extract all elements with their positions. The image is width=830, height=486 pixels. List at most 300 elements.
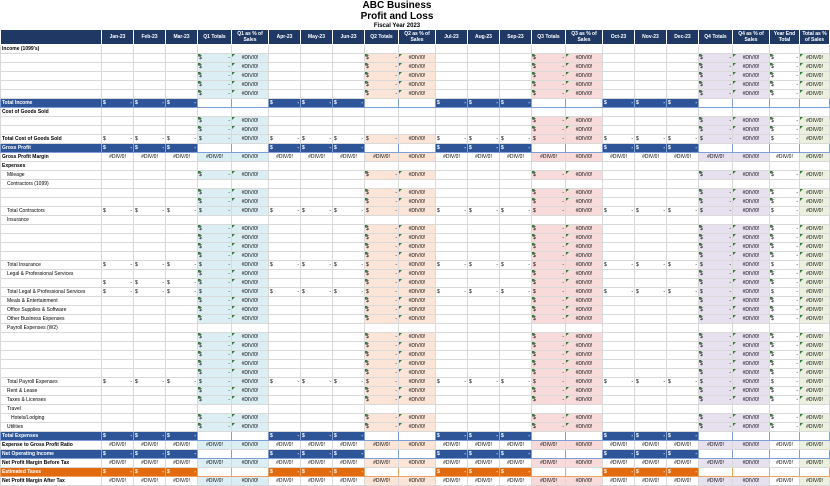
cell[interactable]: $ - [270, 379, 299, 385]
cell[interactable]: $ - [533, 136, 564, 142]
cell[interactable] [232, 108, 269, 117]
cell[interactable] [500, 126, 532, 135]
cell[interactable]: $ - [199, 235, 230, 241]
cell[interactable]: #DIV/0! [566, 477, 603, 486]
cell[interactable] [102, 405, 134, 414]
cell[interactable]: $ - [771, 136, 798, 142]
cell[interactable] [166, 405, 198, 414]
cell[interactable] [134, 234, 166, 243]
cell[interactable] [166, 333, 198, 342]
cell[interactable] [102, 243, 134, 252]
cell[interactable]: #DIV/0! [733, 234, 770, 243]
cell[interactable]: $ - [103, 469, 132, 475]
cell[interactable] [333, 108, 365, 117]
cell[interactable]: #DIV/0! [399, 477, 436, 486]
cell[interactable]: #DIV/0! [566, 81, 603, 90]
cell[interactable]: $ - [469, 289, 498, 295]
cell[interactable] [301, 423, 333, 432]
cell[interactable] [333, 270, 365, 279]
cell[interactable] [667, 63, 699, 72]
cell[interactable] [532, 216, 566, 225]
cell[interactable] [667, 324, 699, 333]
cell[interactable] [468, 405, 500, 414]
cell[interactable] [635, 423, 667, 432]
cell[interactable]: $ - [366, 307, 397, 313]
cell[interactable]: $ - [334, 379, 363, 385]
cell[interactable]: #DIV/0! [301, 441, 333, 450]
cell[interactable] [500, 198, 532, 207]
cell[interactable]: #DIV/0! [566, 387, 603, 396]
cell[interactable]: $ - [366, 55, 397, 61]
cell[interactable] [301, 45, 333, 54]
cell[interactable] [269, 333, 301, 342]
cell[interactable] [500, 63, 532, 72]
row-label[interactable]: Taxes & Licenses [1, 396, 102, 405]
cell[interactable]: $ - [135, 280, 164, 286]
cell[interactable] [500, 171, 532, 180]
cell[interactable] [603, 162, 635, 171]
cell[interactable] [269, 351, 301, 360]
cell[interactable] [102, 360, 134, 369]
cell[interactable]: $ - [700, 271, 731, 277]
cell[interactable]: $ - [700, 289, 731, 295]
cell[interactable] [301, 252, 333, 261]
cell[interactable]: #DIV/0! [800, 90, 830, 99]
cell[interactable]: #DIV/0! [232, 396, 269, 405]
cell[interactable] [134, 180, 166, 189]
cell[interactable] [635, 81, 667, 90]
cell[interactable] [500, 270, 532, 279]
cell[interactable]: $ - [199, 82, 230, 88]
cell[interactable] [468, 333, 500, 342]
cell[interactable]: $ - [501, 379, 530, 385]
cell[interactable] [436, 162, 468, 171]
cell[interactable] [134, 90, 166, 99]
cell[interactable] [667, 333, 699, 342]
cell[interactable] [468, 180, 500, 189]
cell[interactable] [800, 162, 830, 171]
cell[interactable] [667, 351, 699, 360]
cell[interactable] [166, 171, 198, 180]
cell[interactable]: #DIV/0! [800, 297, 830, 306]
cell[interactable]: #DIV/0! [500, 459, 532, 468]
cell[interactable] [733, 108, 770, 117]
cell[interactable]: $ - [700, 379, 731, 385]
cell[interactable]: #DIV/0! [232, 288, 269, 297]
cell[interactable] [500, 180, 532, 189]
cell[interactable]: #DIV/0! [733, 459, 770, 468]
cell[interactable]: $ - [533, 55, 564, 61]
row-label[interactable]: Office Supplies & Software [1, 306, 102, 315]
cell[interactable]: $ - [771, 55, 798, 61]
cell[interactable]: #DIV/0! [733, 99, 770, 108]
cell[interactable]: #DIV/0! [399, 234, 436, 243]
cell[interactable] [166, 297, 198, 306]
cell[interactable] [232, 162, 269, 171]
cell[interactable] [603, 360, 635, 369]
cell[interactable]: $ - [334, 136, 363, 142]
cell[interactable]: $ - [103, 433, 132, 439]
cell[interactable] [166, 252, 198, 261]
cell[interactable] [269, 63, 301, 72]
cell[interactable] [436, 189, 468, 198]
row-label[interactable]: Travel [1, 405, 102, 414]
cell[interactable]: $ - [366, 73, 397, 79]
cell[interactable] [134, 333, 166, 342]
cell[interactable]: $ - [771, 235, 798, 241]
cell[interactable]: #DIV/0! [198, 153, 232, 162]
cell[interactable] [500, 279, 532, 288]
cell[interactable]: #DIV/0! [800, 153, 830, 162]
cell[interactable]: $ - [437, 451, 466, 457]
cell[interactable]: $ - [604, 379, 633, 385]
cell[interactable]: $ - [270, 262, 299, 268]
cell[interactable] [166, 216, 198, 225]
cell[interactable] [269, 342, 301, 351]
cell[interactable]: #DIV/0! [800, 315, 830, 324]
cell[interactable]: $ - [199, 118, 230, 124]
cell[interactable] [102, 126, 134, 135]
cell[interactable] [333, 306, 365, 315]
cell[interactable]: $ - [103, 451, 132, 457]
row-label[interactable] [1, 279, 102, 288]
cell[interactable]: $ - [700, 118, 731, 124]
row-label[interactable] [1, 54, 102, 63]
cell[interactable]: #DIV/0! [232, 459, 269, 468]
cell[interactable]: #DIV/0! [733, 90, 770, 99]
cell[interactable] [134, 270, 166, 279]
cell[interactable]: #DIV/0! [733, 468, 770, 477]
cell[interactable] [603, 81, 635, 90]
cell[interactable]: #DIV/0! [733, 387, 770, 396]
cell[interactable]: #DIV/0! [232, 450, 269, 459]
cell[interactable] [333, 63, 365, 72]
cell[interactable]: $ - [533, 271, 564, 277]
cell[interactable]: #DIV/0! [232, 333, 269, 342]
cell[interactable] [134, 216, 166, 225]
cell[interactable]: $ - [533, 415, 564, 421]
cell[interactable]: #DIV/0! [566, 315, 603, 324]
cell[interactable] [333, 315, 365, 324]
cell[interactable]: $ - [334, 469, 363, 475]
cell[interactable] [500, 387, 532, 396]
cell[interactable] [468, 225, 500, 234]
cell[interactable]: #DIV/0! [232, 243, 269, 252]
cell[interactable] [667, 234, 699, 243]
cell[interactable]: $ - [533, 424, 564, 430]
cell[interactable]: #DIV/0! [301, 153, 333, 162]
cell[interactable]: #DIV/0! [733, 144, 770, 153]
cell[interactable]: $ - [366, 271, 397, 277]
cell[interactable]: #DIV/0! [134, 153, 166, 162]
cell[interactable]: #DIV/0! [399, 144, 436, 153]
cell[interactable]: #DIV/0! [399, 387, 436, 396]
cell[interactable]: $ - [199, 469, 230, 475]
cell[interactable]: #DIV/0! [232, 351, 269, 360]
cell[interactable] [500, 360, 532, 369]
row-label[interactable]: Total Payroll Expenses [1, 378, 102, 387]
cell[interactable]: $ - [167, 100, 196, 106]
cell[interactable] [102, 72, 134, 81]
cell[interactable] [102, 387, 134, 396]
cell[interactable] [399, 108, 436, 117]
row-label[interactable]: Gross Profit [1, 144, 102, 153]
cell[interactable]: #DIV/0! [566, 288, 603, 297]
column-header[interactable]: Apr-23 [269, 30, 301, 45]
cell[interactable]: #DIV/0! [800, 252, 830, 261]
column-header[interactable]: Feb-23 [134, 30, 166, 45]
cell[interactable] [166, 243, 198, 252]
cell[interactable] [667, 252, 699, 261]
cell[interactable]: $ - [334, 289, 363, 295]
cell[interactable]: #DIV/0! [800, 117, 830, 126]
cell[interactable]: $ - [437, 136, 466, 142]
cell[interactable]: #DIV/0! [800, 225, 830, 234]
cell[interactable]: $ - [700, 91, 731, 97]
cell[interactable] [166, 387, 198, 396]
cell[interactable]: #DIV/0! [436, 153, 468, 162]
cell[interactable]: #DIV/0! [399, 441, 436, 450]
cell[interactable] [635, 162, 667, 171]
cell[interactable]: $ - [533, 370, 564, 376]
cell[interactable] [603, 63, 635, 72]
cell[interactable] [269, 90, 301, 99]
cell[interactable]: $ - [135, 433, 164, 439]
cell[interactable]: $ - [334, 100, 363, 106]
cell[interactable]: #DIV/0! [232, 207, 269, 216]
cell[interactable]: $ - [700, 73, 731, 79]
row-label[interactable]: Cost of Goods Sold [1, 108, 102, 117]
cell[interactable] [566, 108, 603, 117]
cell[interactable]: #DIV/0! [800, 351, 830, 360]
cell[interactable] [436, 252, 468, 261]
cell[interactable]: $ - [199, 172, 230, 178]
cell[interactable]: $ - [771, 469, 798, 475]
cell[interactable]: $ - [366, 100, 397, 106]
cell[interactable] [269, 243, 301, 252]
cell[interactable] [566, 216, 603, 225]
row-label[interactable]: Total Contractors [1, 207, 102, 216]
cell[interactable] [333, 189, 365, 198]
row-label[interactable]: Total Cost of Goods Sold [1, 135, 102, 144]
cell[interactable]: $ - [771, 208, 798, 214]
cell[interactable] [468, 45, 500, 54]
cell[interactable]: $ - [199, 334, 230, 340]
cell[interactable] [232, 45, 269, 54]
cell[interactable] [102, 252, 134, 261]
cell[interactable]: $ - [771, 334, 798, 340]
cell[interactable]: #DIV/0! [733, 252, 770, 261]
cell[interactable]: #DIV/0! [399, 450, 436, 459]
row-label[interactable] [1, 63, 102, 72]
cell[interactable] [667, 414, 699, 423]
cell[interactable]: $ - [366, 190, 397, 196]
cell[interactable]: $ - [771, 316, 798, 322]
cell[interactable] [134, 126, 166, 135]
cell[interactable] [468, 315, 500, 324]
cell[interactable]: #DIV/0! [232, 342, 269, 351]
cell[interactable] [365, 180, 399, 189]
row-label[interactable]: Mileage [1, 171, 102, 180]
cell[interactable] [635, 333, 667, 342]
cell[interactable] [102, 225, 134, 234]
cell[interactable] [699, 216, 733, 225]
cell[interactable]: #DIV/0! [733, 315, 770, 324]
cell[interactable]: #DIV/0! [399, 360, 436, 369]
cell[interactable]: #DIV/0! [770, 441, 800, 450]
cell[interactable] [102, 54, 134, 63]
cell[interactable] [399, 216, 436, 225]
cell[interactable]: $ - [366, 199, 397, 205]
cell[interactable]: #DIV/0! [699, 477, 733, 486]
cell[interactable] [269, 369, 301, 378]
cell[interactable]: $ - [437, 379, 466, 385]
cell[interactable]: $ - [135, 451, 164, 457]
cell[interactable]: #DIV/0! [436, 477, 468, 486]
cell[interactable]: #DIV/0! [733, 360, 770, 369]
cell[interactable] [301, 189, 333, 198]
cell[interactable] [269, 315, 301, 324]
cell[interactable] [635, 396, 667, 405]
cell[interactable]: $ - [167, 469, 196, 475]
cell[interactable] [134, 243, 166, 252]
cell[interactable]: #DIV/0! [399, 423, 436, 432]
cell[interactable]: $ - [533, 235, 564, 241]
cell[interactable] [667, 117, 699, 126]
cell[interactable]: $ - [771, 127, 798, 133]
cell[interactable] [733, 405, 770, 414]
cell[interactable]: $ - [366, 172, 397, 178]
cell[interactable]: #DIV/0! [399, 81, 436, 90]
row-label[interactable]: Meals & Entertainment [1, 297, 102, 306]
cell[interactable]: $ - [533, 145, 564, 151]
cell[interactable] [500, 405, 532, 414]
cell[interactable]: $ - [103, 208, 132, 214]
cell[interactable]: $ - [103, 145, 132, 151]
cell[interactable] [500, 396, 532, 405]
cell[interactable]: $ - [533, 64, 564, 70]
cell[interactable] [102, 63, 134, 72]
cell[interactable] [635, 297, 667, 306]
cell[interactable] [102, 234, 134, 243]
cell[interactable]: $ - [700, 190, 731, 196]
cell[interactable]: #DIV/0! [232, 81, 269, 90]
cell[interactable] [102, 423, 134, 432]
cell[interactable]: #DIV/0! [232, 189, 269, 198]
cell[interactable] [436, 414, 468, 423]
cell[interactable] [635, 225, 667, 234]
cell[interactable]: $ - [199, 379, 230, 385]
cell[interactable] [603, 90, 635, 99]
cell[interactable] [333, 90, 365, 99]
cell[interactable] [333, 225, 365, 234]
cell[interactable]: #DIV/0! [399, 261, 436, 270]
cell[interactable] [500, 90, 532, 99]
cell[interactable] [134, 81, 166, 90]
cell[interactable]: #DIV/0! [733, 171, 770, 180]
cell[interactable]: $ - [103, 136, 132, 142]
cell[interactable]: #DIV/0! [232, 441, 269, 450]
cell[interactable]: $ - [199, 190, 230, 196]
cell[interactable]: #DIV/0! [166, 441, 198, 450]
cell[interactable]: $ - [700, 370, 731, 376]
cell[interactable] [269, 171, 301, 180]
cell[interactable]: $ - [700, 100, 731, 106]
cell[interactable]: #DIV/0! [566, 333, 603, 342]
cell[interactable]: #DIV/0! [399, 72, 436, 81]
cell[interactable]: #DIV/0! [399, 90, 436, 99]
cell[interactable] [102, 216, 134, 225]
cell[interactable]: $ - [103, 289, 132, 295]
cell[interactable]: $ - [501, 136, 530, 142]
cell[interactable] [301, 297, 333, 306]
cell[interactable] [333, 387, 365, 396]
cell[interactable] [102, 369, 134, 378]
cell[interactable] [468, 126, 500, 135]
cell[interactable] [134, 171, 166, 180]
cell[interactable]: $ - [700, 316, 731, 322]
cell[interactable] [532, 162, 566, 171]
cell[interactable] [468, 198, 500, 207]
cell[interactable]: #DIV/0! [800, 378, 830, 387]
cell[interactable] [102, 198, 134, 207]
cell[interactable] [635, 306, 667, 315]
column-header[interactable]: Q1 Totals [198, 30, 232, 45]
cell[interactable] [733, 45, 770, 54]
cell[interactable]: #DIV/0! [699, 153, 733, 162]
cell[interactable]: $ - [771, 199, 798, 205]
cell[interactable] [399, 180, 436, 189]
cell[interactable]: $ - [469, 469, 498, 475]
cell[interactable]: $ - [199, 127, 230, 133]
cell[interactable]: #DIV/0! [232, 432, 269, 441]
cell[interactable]: $ - [469, 379, 498, 385]
cell[interactable]: $ - [668, 136, 697, 142]
cell[interactable] [800, 216, 830, 225]
cell[interactable]: #DIV/0! [232, 468, 269, 477]
cell[interactable]: #DIV/0! [667, 477, 699, 486]
cell[interactable]: $ - [469, 145, 498, 151]
cell[interactable] [667, 243, 699, 252]
cell[interactable]: $ - [533, 433, 564, 439]
cell[interactable] [301, 162, 333, 171]
cell[interactable]: $ - [533, 298, 564, 304]
cell[interactable]: $ - [199, 91, 230, 97]
cell[interactable]: #DIV/0! [399, 63, 436, 72]
cell[interactable]: #DIV/0! [232, 72, 269, 81]
cell[interactable]: $ - [199, 199, 230, 205]
cell[interactable]: #DIV/0! [468, 441, 500, 450]
cell[interactable]: $ - [700, 415, 731, 421]
cell[interactable] [436, 360, 468, 369]
cell[interactable]: $ - [533, 307, 564, 313]
cell[interactable]: #DIV/0! [102, 153, 134, 162]
cell[interactable] [269, 405, 301, 414]
cell[interactable]: $ - [135, 262, 164, 268]
cell[interactable] [269, 45, 301, 54]
cell[interactable]: $ - [700, 235, 731, 241]
cell[interactable] [436, 90, 468, 99]
cell[interactable]: $ - [270, 208, 299, 214]
cell[interactable] [269, 360, 301, 369]
cell[interactable] [365, 126, 399, 135]
cell[interactable] [532, 405, 566, 414]
cell[interactable]: $ - [199, 307, 230, 313]
cell[interactable]: $ - [366, 361, 397, 367]
cell[interactable] [635, 180, 667, 189]
cell[interactable]: $ - [533, 388, 564, 394]
cell[interactable] [635, 387, 667, 396]
